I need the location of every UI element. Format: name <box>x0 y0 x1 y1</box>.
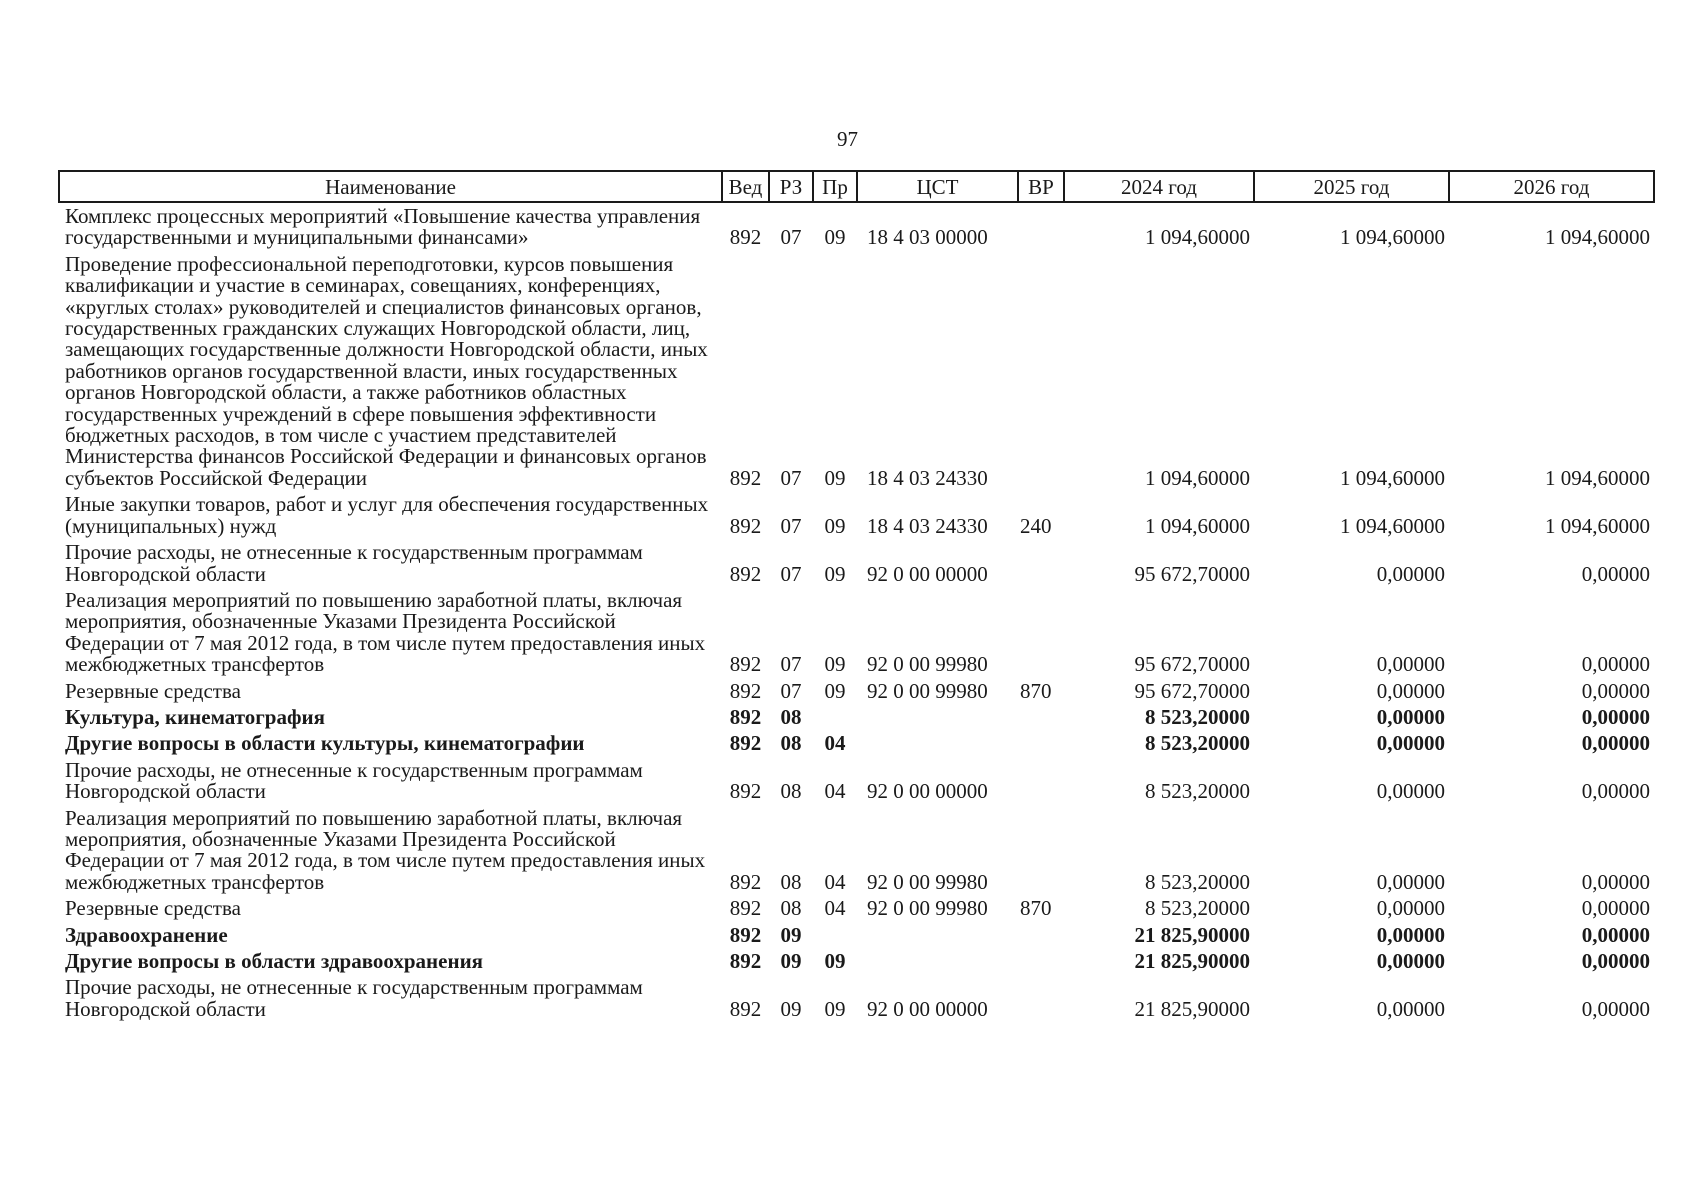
row-cst <box>857 922 1018 948</box>
row-pr: 09 <box>824 996 846 1021</box>
row-cst: 92 0 00 99980 <box>867 652 988 677</box>
row-ved: 892 <box>729 731 762 756</box>
row-2025: 0,00000 <box>1376 561 1445 586</box>
row-name: Реализация мероприятий по повышению заработной платы, включая мероприятия, обозначенные Указами Президента Российской Федерации от 7 мая 2012 года, в том числе путем предоставления иных межбюджетных трансфертов <box>65 805 706 894</box>
row-rz: 08 <box>780 731 802 756</box>
table-row <box>59 704 1654 730</box>
row-2024: 21 825,90000 <box>1134 949 1250 973</box>
header-ved: Вед <box>722 171 769 202</box>
row-2026: 0,00000 <box>1581 779 1650 804</box>
row-rz: 09 <box>780 949 802 973</box>
row-2024: 95 672,70000 <box>1134 561 1250 586</box>
row-vr <box>1018 704 1064 730</box>
table-row <box>59 805 1654 896</box>
budget-table <box>58 170 1655 1022</box>
row-name: Проведение профессиональной переподготовки, курсов повышения квалификации и участие в семинарах, совещаниях, конференциях, «круглых столах» руководителей и специалистов финансовых органов, государственных гражданских служащих Новгородской области, лиц, замещающих государственные должности Новгородской области, иных работников органов государственной власти, иных государственных органов Новгородской области, а также работников областных государственных учреждений в сфере повышения эффективности бюджетных расходов, в том числе с участием представителей Министерства финансов Российской Федерации и финансовых органов субъектов Российской Федерации <box>65 251 708 490</box>
table-row <box>59 948 1654 974</box>
page-number: 97 <box>837 127 858 151</box>
row-vr <box>1018 730 1064 756</box>
row-2026: 0,00000 <box>1581 996 1650 1021</box>
row-name: Другие вопросы в области культуры, кинематографии <box>65 731 585 756</box>
row-name: Иные закупки товаров, работ и услуг для обеспечения государственных (муниципальных) нужд <box>65 492 709 538</box>
row-ved: 892 <box>729 513 762 538</box>
row-name: Реализация мероприятий по повышению заработной платы, включая мероприятия, обозначенные Указами Президента Российской Федерации от 7 мая 2012 года, в том числе путем предоставления иных межбюджетных трансфертов <box>65 587 706 677</box>
row-2025: 0,00000 <box>1376 652 1445 677</box>
row-pr: 09 <box>824 513 846 538</box>
table-row <box>59 922 1654 948</box>
row-2025: 1 094,60000 <box>1340 225 1445 250</box>
row-2024: 21 825,90000 <box>1134 922 1250 947</box>
row-pr: 04 <box>824 869 846 894</box>
row-pr: 04 <box>824 896 846 921</box>
row-2026: 1 094,60000 <box>1545 513 1650 538</box>
row-2025: 0,00000 <box>1376 949 1445 973</box>
row-vr: 870 <box>1020 678 1052 703</box>
row-vr <box>1018 539 1064 587</box>
row-ved: 892 <box>729 869 762 894</box>
row-2024: 1 094,60000 <box>1145 513 1250 538</box>
row-ved: 892 <box>729 678 762 703</box>
row-vr <box>1018 251 1064 491</box>
row-vr <box>1018 587 1064 678</box>
row-name: Другие вопросы в области здравоохранения <box>65 949 484 973</box>
row-vr <box>1018 948 1064 974</box>
header-vr: ВР <box>1018 171 1064 202</box>
row-pr: 09 <box>824 678 846 703</box>
table-row <box>59 587 1654 678</box>
row-2025: 0,00000 <box>1376 922 1445 947</box>
row-rz: 08 <box>780 704 802 729</box>
row-2026: 0,00000 <box>1581 869 1650 894</box>
row-pr: 04 <box>824 731 846 756</box>
row-2025: 0,00000 <box>1376 996 1445 1021</box>
table-header <box>59 171 1654 202</box>
row-2024: 8 523,20000 <box>1145 896 1250 921</box>
row-2026: 1 094,60000 <box>1545 465 1650 490</box>
row-2026: 0,00000 <box>1581 922 1650 947</box>
row-2026: 0,00000 <box>1581 704 1650 729</box>
row-name: Прочие расходы, не отнесенные к государственным программам Новгородской области <box>65 757 643 804</box>
row-cst <box>857 948 1018 974</box>
row-ved: 892 <box>729 922 762 947</box>
row-cst: 92 0 00 00000 <box>867 779 988 804</box>
row-rz: 07 <box>780 513 802 538</box>
row-cst: 92 0 00 99980 <box>867 678 988 703</box>
row-vr: 870 <box>1020 896 1052 921</box>
row-pr <box>813 704 857 730</box>
table-row <box>59 895 1654 921</box>
row-vr <box>1018 202 1064 251</box>
row-rz: 07 <box>780 225 802 250</box>
row-rz: 08 <box>780 869 802 894</box>
row-vr <box>1018 922 1064 948</box>
row-pr: 09 <box>824 561 846 586</box>
header-pr: Пр <box>813 171 857 202</box>
row-vr: 240 <box>1020 513 1052 538</box>
row-name: Прочие расходы, не отнесенные к государственным программам Новгородской области <box>65 540 643 586</box>
row-cst: 92 0 00 99980 <box>867 896 988 921</box>
row-rz: 07 <box>780 465 802 490</box>
row-2025: 0,00000 <box>1376 869 1445 894</box>
row-2026: 0,00000 <box>1581 896 1650 921</box>
table-row <box>59 539 1654 587</box>
row-2026: 0,00000 <box>1581 652 1650 677</box>
row-rz: 08 <box>780 896 802 921</box>
row-rz: 07 <box>780 678 802 703</box>
row-cst: 92 0 00 00000 <box>867 561 988 586</box>
row-pr <box>813 922 857 948</box>
row-name: Резервные средства <box>65 896 241 921</box>
row-rz: 07 <box>780 652 802 677</box>
table-row <box>59 974 1654 1022</box>
row-2025: 0,00000 <box>1376 896 1445 921</box>
row-ved: 892 <box>729 561 762 586</box>
row-cst: 18 4 03 24330 <box>867 465 988 490</box>
table-row <box>59 491 1654 539</box>
row-pr: 09 <box>824 949 846 973</box>
row-vr <box>1018 757 1064 805</box>
row-2025: 1 094,60000 <box>1340 465 1445 490</box>
header-2026: 2026 год <box>1449 171 1654 202</box>
row-pr: 09 <box>824 652 846 677</box>
header-rz: РЗ <box>769 171 813 202</box>
row-vr <box>1018 974 1064 1022</box>
row-2026: 0,00000 <box>1581 949 1650 973</box>
row-2025: 0,00000 <box>1376 704 1445 729</box>
row-2026: 0,00000 <box>1581 561 1650 586</box>
table-body <box>59 202 1654 1022</box>
table-row <box>59 757 1654 805</box>
header-2025: 2025 год <box>1254 171 1449 202</box>
row-cst: 18 4 03 24330 <box>867 513 988 538</box>
table-row <box>59 730 1654 756</box>
row-2024: 21 825,90000 <box>1134 996 1250 1021</box>
row-rz: 09 <box>780 996 802 1021</box>
header-name: Наименование <box>59 171 722 202</box>
table-row <box>59 678 1654 704</box>
row-2024: 8 523,20000 <box>1145 731 1250 756</box>
row-name: Здравоохранение <box>65 922 228 947</box>
row-vr <box>1018 805 1064 896</box>
row-ved: 892 <box>729 949 762 973</box>
row-cst: 18 4 03 00000 <box>867 225 988 250</box>
row-pr: 04 <box>824 779 846 804</box>
row-ved: 892 <box>729 896 762 921</box>
row-2024: 95 672,70000 <box>1134 678 1250 703</box>
table-row <box>59 251 1654 491</box>
row-ved: 892 <box>729 704 762 729</box>
row-2024: 1 094,60000 <box>1145 465 1250 490</box>
row-2025: 0,00000 <box>1376 678 1445 703</box>
table-row <box>59 202 1654 251</box>
row-ved: 892 <box>729 652 762 677</box>
row-cst: 92 0 00 99980 <box>867 869 988 894</box>
row-name: Прочие расходы, не отнесенные к государственным программам Новгородской области <box>65 975 643 1021</box>
row-rz: 08 <box>780 779 802 804</box>
row-name: Комплекс процессных мероприятий «Повышение качества управления государственными и муниципальными финансами» <box>65 204 701 250</box>
row-2024: 8 523,20000 <box>1145 779 1250 804</box>
row-2026: 0,00000 <box>1581 731 1650 756</box>
row-ved: 892 <box>729 996 762 1021</box>
row-2024: 95 672,70000 <box>1134 652 1250 677</box>
row-2024: 8 523,20000 <box>1145 869 1250 894</box>
row-2025: 0,00000 <box>1376 731 1445 756</box>
row-name: Резервные средства <box>65 678 241 703</box>
row-ved: 892 <box>729 225 762 250</box>
row-cst <box>857 704 1018 730</box>
row-name: Культура, кинематография <box>65 704 325 729</box>
row-pr: 09 <box>824 225 846 250</box>
row-2025: 0,00000 <box>1376 779 1445 804</box>
header-2024: 2024 год <box>1064 171 1254 202</box>
header-cst: ЦСТ <box>857 171 1018 202</box>
row-cst: 92 0 00 00000 <box>867 996 988 1021</box>
row-ved: 892 <box>729 779 762 804</box>
row-2025: 1 094,60000 <box>1340 513 1445 538</box>
row-rz: 09 <box>780 922 802 947</box>
row-ved: 892 <box>729 465 762 490</box>
row-cst <box>857 730 1018 756</box>
row-2026: 0,00000 <box>1581 678 1650 703</box>
row-2026: 1 094,60000 <box>1545 225 1650 250</box>
row-2024: 8 523,20000 <box>1145 704 1250 729</box>
row-rz: 07 <box>780 561 802 586</box>
row-pr: 09 <box>824 465 846 490</box>
row-2024: 1 094,60000 <box>1145 225 1250 250</box>
